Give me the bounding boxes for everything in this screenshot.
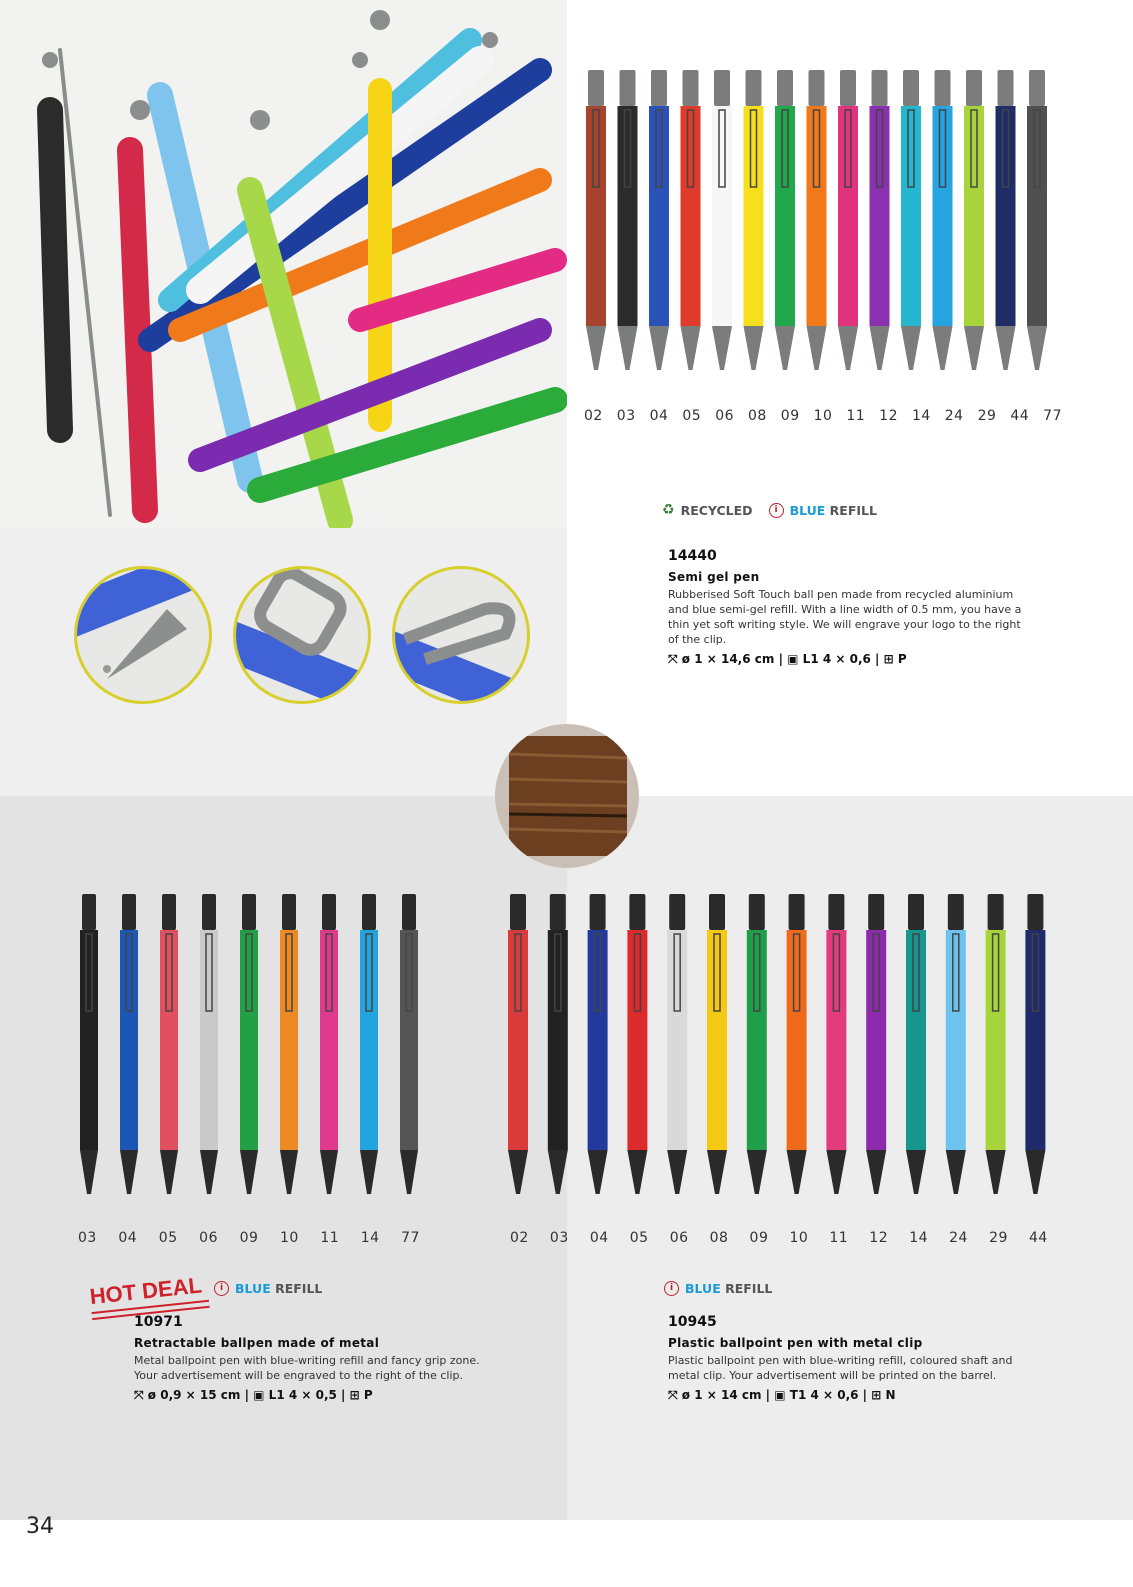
color-code: 02 (584, 408, 603, 424)
color-code: 14 (909, 1230, 929, 1246)
color-code: 05 (629, 1230, 649, 1246)
detail-zoom-tip (74, 566, 212, 704)
pen-swatch (933, 70, 953, 370)
recycled-label: RECYCLED (680, 502, 753, 518)
pen-swatch (586, 70, 606, 370)
pen-swatch (986, 894, 1006, 1194)
spec-dimensions: ø 1 × 14 cm (681, 1388, 762, 1402)
hot-deal-label: HOT DEAL (88, 1272, 203, 1310)
pen-swatch (838, 70, 858, 370)
pen-swatch (826, 894, 846, 1194)
color-code: 03 (616, 408, 636, 424)
color-code: 05 (682, 408, 702, 424)
print-area-icon: ▣ (774, 1388, 786, 1402)
color-code: 44 (1010, 408, 1030, 424)
spec-print-area: L1 4 × 0,5 (268, 1388, 337, 1402)
color-code: 04 (118, 1230, 138, 1246)
color-code: 05 (158, 1230, 178, 1246)
spec-packaging: N (885, 1388, 896, 1402)
pen-swatch (160, 894, 178, 1194)
color-code: 14 (360, 1230, 380, 1246)
spec-print-area: T1 4 × 0,6 (789, 1388, 859, 1402)
pen-swatch (775, 70, 795, 370)
badges-10945 (664, 1281, 772, 1296)
pen-swatch (787, 894, 807, 1194)
recycle-icon: ♻ (662, 502, 675, 518)
info-icon: i (664, 1281, 679, 1296)
pen-swatch (946, 894, 966, 1194)
color-code: 77 (401, 1230, 420, 1246)
color-code: 44 (1028, 1230, 1048, 1246)
refill-badge (664, 1281, 772, 1296)
product-number: 14440 (668, 548, 717, 564)
product-block-10945 (668, 1314, 1033, 1403)
packaging-icon: ⊞ (349, 1388, 360, 1402)
pen-swatch (744, 70, 764, 370)
color-code: 06 (669, 1230, 689, 1246)
footer (0, 1520, 1133, 1587)
refill-label: REFILL (725, 1281, 773, 1296)
spec-packaging: P (363, 1388, 373, 1402)
info-icon: i (769, 503, 784, 518)
pen-swatch (807, 70, 827, 370)
color-code: 08 (709, 1230, 729, 1246)
detail-zoom-clip-loop (392, 566, 530, 704)
product-number: 10971 (134, 1314, 183, 1330)
recycled-badge (662, 502, 753, 518)
spec-print-area: L1 4 × 0,6 (802, 652, 871, 666)
color-code: 09 (239, 1230, 259, 1246)
refill-color: BLUE (685, 1281, 721, 1296)
color-code: 11 (829, 1230, 849, 1246)
spec-dimensions: ø 1 × 14,6 cm (681, 652, 775, 666)
print-area-icon: ▣ (787, 652, 799, 666)
pen-lineup-10945 (502, 894, 1062, 1214)
refill-color: BLUE (235, 1281, 271, 1296)
pen-swatch (400, 894, 418, 1194)
color-code: 02 (510, 1230, 529, 1246)
refill-color: BLUE (789, 502, 826, 518)
pen-swatch (508, 894, 528, 1194)
product-specs: ⤧ ø 0,9 × 15 cm | ▣ L1 4 × 0,5 | ⊞ P (134, 1388, 373, 1402)
detail-zoom-clip (233, 566, 371, 704)
color-code: 03 (549, 1230, 569, 1246)
badges-14440 (662, 502, 877, 518)
pen-swatch (1025, 894, 1045, 1194)
spec-packaging: P (897, 652, 907, 666)
product-block-14440 (668, 548, 1033, 667)
pen-swatch (360, 894, 378, 1194)
color-code: 11 (846, 408, 866, 424)
color-code: 08 (747, 408, 767, 424)
color-code: 10 (813, 408, 833, 424)
color-code: 14 (911, 408, 931, 424)
color-code: 12 (869, 1230, 889, 1246)
pen-swatch (681, 70, 701, 370)
refill-badge (769, 503, 877, 518)
pen-lineup-14440 (580, 70, 1060, 400)
color-code: 04 (589, 1230, 609, 1246)
pen-swatch (618, 70, 638, 370)
product-description: Metal ballpoint pen with blue-writing refill and fancy grip zone. Your advertisement will be engraved to the right of the clip. (134, 1354, 480, 1382)
color-code: 11 (320, 1230, 340, 1246)
refill-label: REFILL (829, 502, 877, 518)
pen-lineup-10971 (74, 894, 434, 1214)
color-code: 77 (1043, 408, 1062, 424)
color-code: 03 (78, 1230, 97, 1246)
pen-swatch (240, 894, 258, 1194)
pen-swatch (1027, 70, 1047, 370)
product-name: Plastic ballpoint pen with metal clip (668, 1336, 923, 1350)
page-number: 34 (26, 1514, 54, 1539)
pen-swatch (120, 894, 138, 1194)
pens-illustration (0, 0, 567, 528)
pen-swatch (964, 70, 984, 370)
product-description: Rubberised Soft Touch ball pen made from recycled aluminium and blue semi-gel refill. With a line width of 0.5 mm, you have a thin yet soft writing style. We will engrave your logo to the right of the clip. (668, 588, 1022, 646)
packaging-icon: ⊞ (871, 1388, 882, 1402)
dimensions-icon: ⤧ (134, 1388, 144, 1402)
info-icon: i (214, 1281, 229, 1296)
color-code: 24 (949, 1230, 968, 1246)
color-code: 09 (780, 408, 800, 424)
color-codes-10971 (78, 1230, 420, 1246)
color-codes-14440 (584, 408, 1062, 424)
color-code: 29 (989, 1230, 1008, 1246)
color-codes-10945 (510, 1230, 1048, 1246)
pen-swatch (649, 70, 669, 370)
refill-badge (214, 1281, 322, 1296)
color-code: 10 (279, 1230, 299, 1246)
color-code: 06 (715, 408, 735, 424)
color-code: 29 (977, 408, 997, 424)
refill-label: REFILL (275, 1281, 323, 1296)
pen-swatch (200, 894, 218, 1194)
product-name: Retractable ballpen made of metal (134, 1336, 380, 1350)
wood-texture-detail (495, 724, 639, 868)
color-code: 24 (944, 408, 964, 424)
color-code: 04 (649, 408, 669, 424)
pen-swatch (548, 894, 568, 1194)
pen-swatch (627, 894, 647, 1194)
pen-swatch (906, 894, 926, 1194)
color-code: 09 (749, 1230, 769, 1246)
badges-10971 (214, 1281, 322, 1296)
product-description: Plastic ballpoint pen with blue-writing refill, coloured shaft and metal clip. Your advertisement will be printed on the barrel. (668, 1354, 1013, 1382)
color-code: 06 (199, 1230, 218, 1246)
spec-dimensions: ø 0,9 × 15 cm (147, 1388, 241, 1402)
color-code: 12 (879, 408, 898, 424)
pen-swatch (320, 894, 338, 1194)
pen-swatch (747, 894, 767, 1194)
pen-swatch (866, 894, 886, 1194)
dimensions-icon: ⤧ (668, 1388, 678, 1402)
product-specs: ⤧ ø 1 × 14 cm | ▣ T1 4 × 0,6 | ⊞ N (668, 1388, 896, 1402)
pen-swatch (80, 894, 98, 1194)
pen-swatch (712, 70, 732, 370)
scattered-pens-photo (0, 0, 567, 528)
packaging-icon: ⊞ (883, 652, 894, 666)
product-name: Semi gel pen (668, 570, 760, 584)
print-area-icon: ▣ (253, 1388, 265, 1402)
pen-swatch (901, 70, 921, 370)
color-code: 10 (789, 1230, 809, 1246)
pen-swatch (667, 894, 687, 1194)
product-specs: ⤧ ø 1 × 14,6 cm | ▣ L1 4 × 0,6 | ⊞ P (668, 652, 907, 666)
pen-swatch (996, 70, 1016, 370)
pen-swatch (707, 894, 727, 1194)
product-number: 10945 (668, 1314, 717, 1330)
product-block-10971 (134, 1314, 500, 1403)
pen-swatch (280, 894, 298, 1194)
pen-swatch (870, 70, 890, 370)
pen-swatch (588, 894, 608, 1194)
dimensions-icon: ⤧ (668, 652, 678, 666)
